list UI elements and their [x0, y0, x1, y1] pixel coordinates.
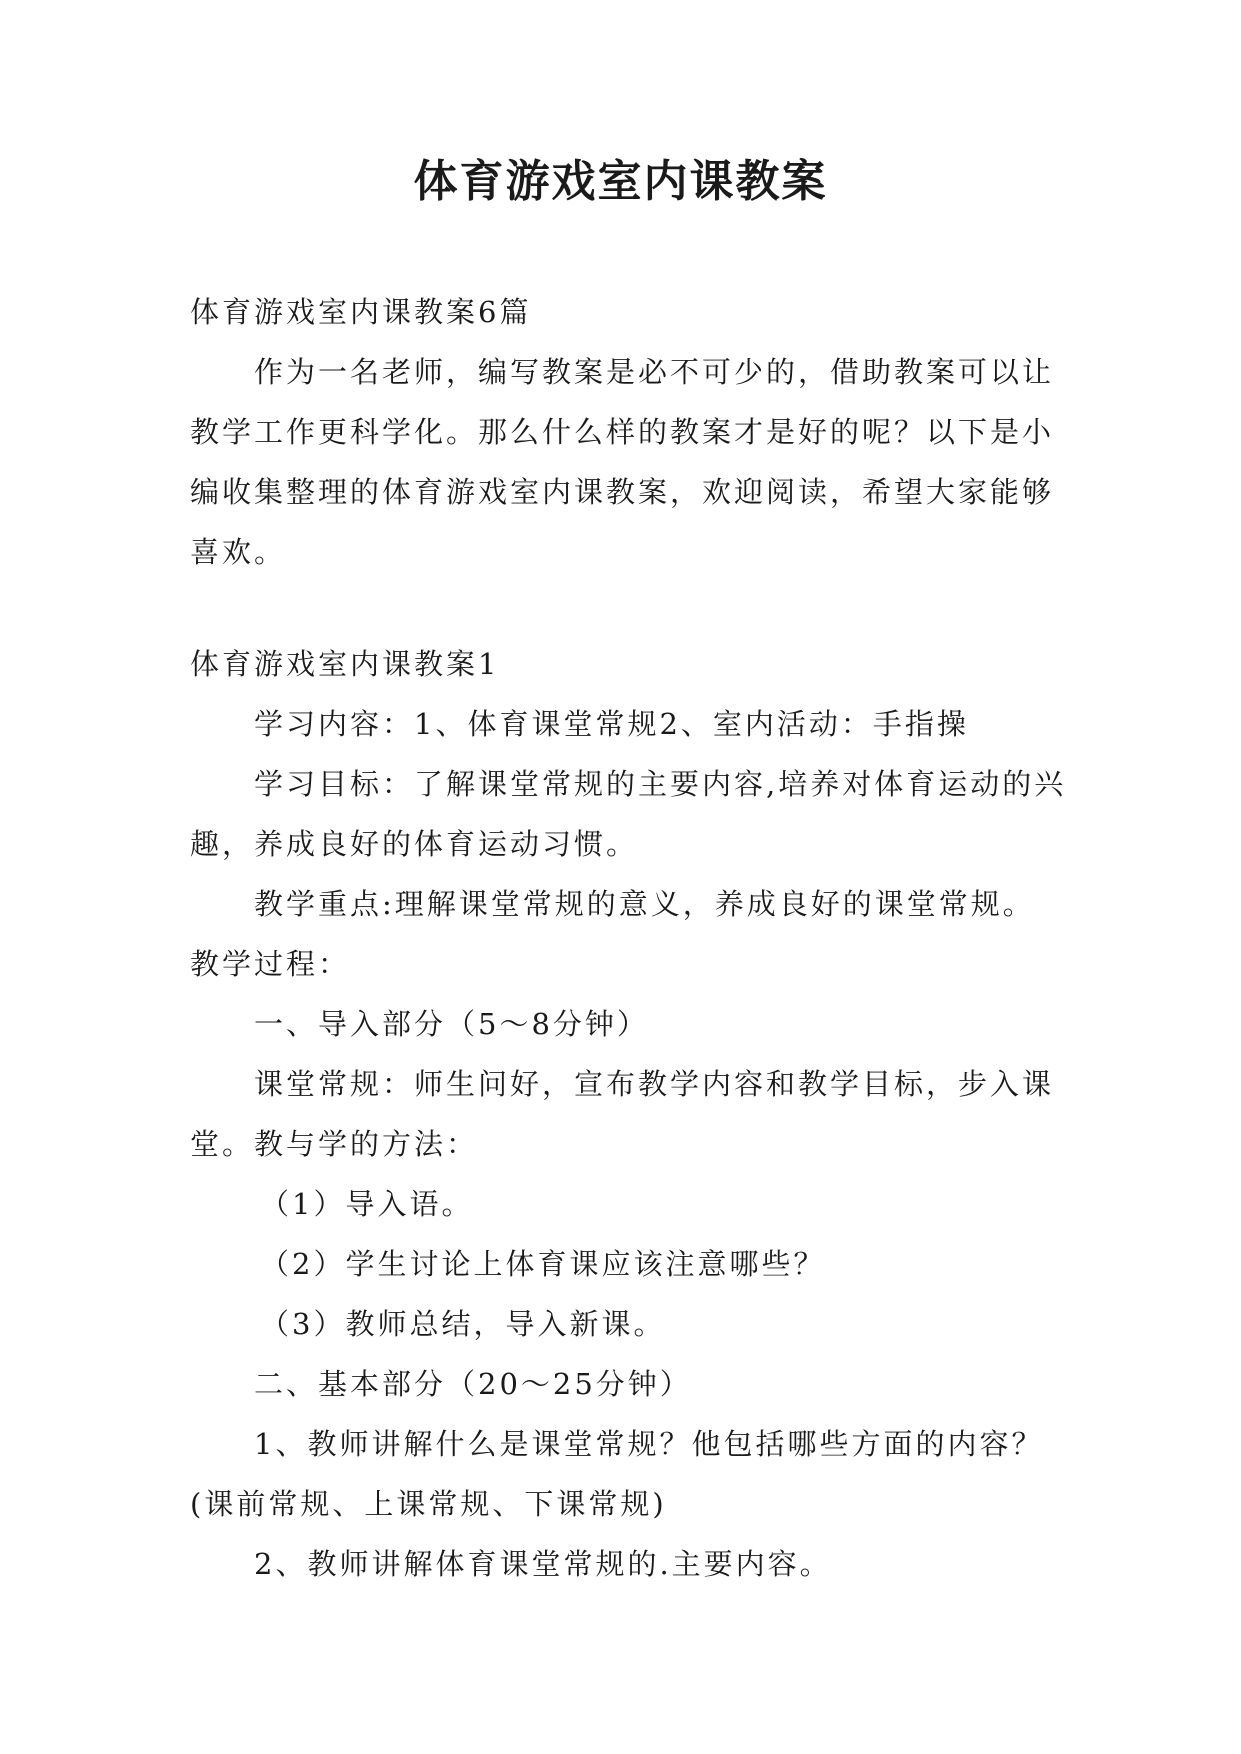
section-1: [190, 634, 1070, 1594]
learning-goal: 学习目标：了解课堂常规的主要内容,培养对体育运动的兴趣，养成良好的体育运动习惯。: [190, 767, 1067, 861]
section-heading: 体育游戏室内课教案1: [190, 647, 500, 681]
document-title: 体育游戏室内课教案: [413, 156, 828, 207]
list-item: （2）学生讨论上体育课应该注意哪些？: [260, 1247, 826, 1281]
part1-heading: 一、导入部分（5～8分钟）: [254, 1007, 649, 1041]
intro-paragraph: 作为一名老师，编写教案是必不可少的，借助教案可以让教学工作更科学化。那么什么样的教案才是好的呢？以下是小编收集整理的体育游戏室内课教案，欢迎阅读，希望大家能够喜欢。: [190, 355, 1055, 569]
list-item: （1）导入语。: [260, 1187, 474, 1221]
process-label: 教学过程：: [190, 947, 351, 981]
intro-block: [190, 282, 1070, 582]
part2-item-1: 1、教师讲解什么是课堂常规？他包括哪些方面的内容？(课前常规、上课常规、下课常规): [190, 1427, 1044, 1521]
list-item: （3）教师总结，导入新课。: [260, 1307, 666, 1341]
teaching-focus: 教学重点:理解课堂常规的意义，养成良好的课堂常规。: [254, 887, 1035, 921]
collection-heading: 体育游戏室内课教案6篇: [190, 295, 532, 329]
part1-routine: 课堂常规：师生问好，宣布教学内容和教学目标，步入课堂。教与学的方法：: [190, 1067, 1055, 1161]
part2-item-2: 2、教师讲解体育课堂常规的.主要内容。: [254, 1547, 832, 1581]
part2-heading: 二、基本部分（20～25分钟）: [254, 1367, 692, 1401]
learning-content: 学习内容：1、体育课堂常规2、室内活动：手指操: [254, 707, 969, 741]
